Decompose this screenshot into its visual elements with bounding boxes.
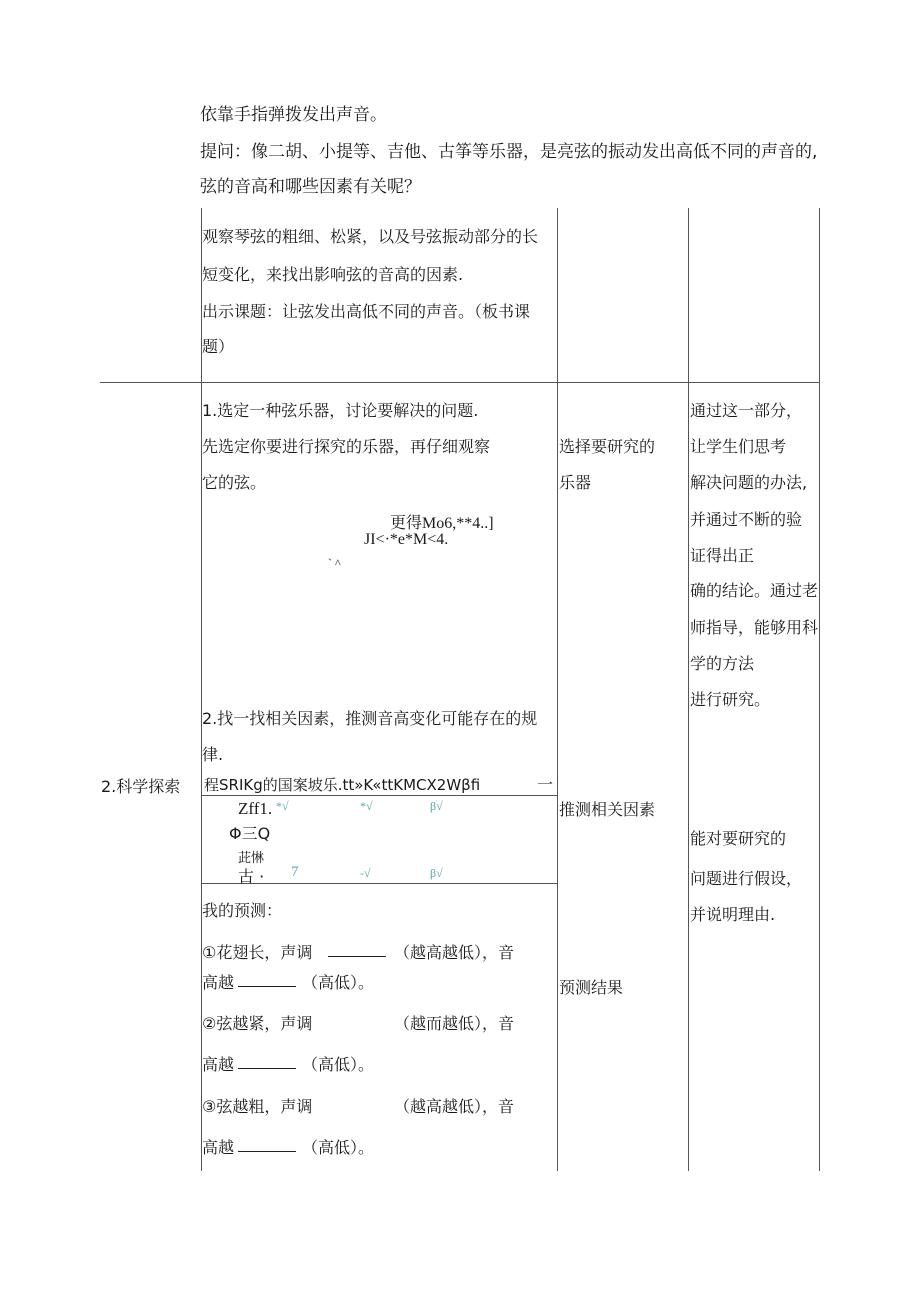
prediction-1-start: ①花翅长，声调 <box>202 943 313 962</box>
prediction-1-pitch-end: （高低）。 <box>302 973 375 992</box>
intent-line-8: 学的方法 <box>690 654 755 673</box>
top-cell-line-1: 观察琴弦的粗细、松紧，以及号弦振动部分的长 <box>202 227 539 246</box>
activity-1-line-2: 乐器 <box>559 473 592 492</box>
step2-line-2: 律. <box>202 745 224 764</box>
activity-3: 预测结果 <box>559 978 624 997</box>
activity-2: 推测相关因素 <box>559 800 656 819</box>
intent-2-line-1: 能对要研究的 <box>690 829 787 848</box>
intro-line-2: 提问：像二胡、小提等、吉他、古筝等乐器，是亮弦的振动发出高低不同的声音的, <box>200 142 818 162</box>
inner-table-row4-cell1: 7 <box>291 864 299 880</box>
prediction-2-start: ②弦越紧，声调 <box>202 1014 313 1033</box>
step1-garbled-2: JI<·*e*M<4. <box>364 531 449 548</box>
prediction-3-pitch-end: （高低）。 <box>302 1138 375 1157</box>
table-row-divider <box>100 382 820 383</box>
inner-table-header: 程SRIKg的国案坡乐.tt»K«ttKMCX2Wβfi <box>204 776 481 794</box>
prediction-1-end: （越高越低），音 <box>394 943 515 962</box>
intent-line-9: 进行研究。 <box>690 690 771 709</box>
prediction-1-blank-tone[interactable] <box>328 942 386 957</box>
intent-2-line-2: 问题进行假设， <box>690 869 803 888</box>
prediction-2-end: （越而越低），音 <box>394 1014 515 1033</box>
section-label: 2.科学探索 <box>101 777 181 796</box>
prediction-title: 我的预测： <box>202 901 283 920</box>
table-border-mid1 <box>557 208 558 1171</box>
inner-table-row4-cell2: -√ <box>360 866 371 880</box>
step1-line-1: 1.选定一种弦乐器，讨论要解决的问题. <box>202 401 479 420</box>
prediction-3-start: ③弦越粗，声调 <box>202 1097 313 1116</box>
inner-table-top-line <box>201 795 557 796</box>
intent-line-7: 师指导，能够用科 <box>690 618 819 637</box>
inner-table-row1-cell2: *√ <box>360 799 373 813</box>
prediction-3-pitch-label: 高越 <box>202 1138 235 1157</box>
intent-line-4: 并通过不断的验 <box>690 510 803 529</box>
prediction-2-pitch-label: 高越 <box>202 1055 235 1074</box>
top-cell-line-4: 题） <box>202 337 235 356</box>
intro-line-1: 依靠手指弹拨发出声音。 <box>200 105 387 125</box>
step1-line-3: 它的弦。 <box>202 473 267 492</box>
inner-table-row4-cell3: β√ <box>430 866 443 880</box>
intent-line-1: 通过这一部分， <box>690 401 803 420</box>
intent-line-3: 解决问题的办法, <box>690 473 808 492</box>
top-cell-line-2: 短变化，来找出影响弦的音高的因素. <box>202 265 464 284</box>
inner-table-row4-label: 古 · <box>238 867 265 886</box>
prediction-2-blank-pitch[interactable] <box>238 1054 296 1069</box>
prediction-2-pitch-end: （高低）。 <box>302 1055 375 1074</box>
inner-table-row2-label: Φ三Q <box>229 824 271 843</box>
prediction-1-blank-pitch[interactable] <box>238 972 296 987</box>
prediction-3-end: （越高越低），音 <box>394 1097 515 1116</box>
table-border-right <box>819 208 820 1171</box>
step1-garbled-3: ` ^ <box>328 556 341 570</box>
intent-line-6: 确的结论。通过老 <box>690 581 819 600</box>
step2-line-1: 2.找一找相关因素，推测音高变化可能存在的规 <box>202 709 538 728</box>
activity-1-line-1: 选择要研究的 <box>559 437 656 456</box>
inner-table-row1-cell3: β√ <box>430 799 443 813</box>
prediction-3-blank-pitch[interactable] <box>238 1137 296 1152</box>
prediction-1-pitch-label: 高越 <box>202 973 235 992</box>
table-border-mid2 <box>688 208 689 1171</box>
inner-table-row3-label: 茈惏 <box>238 851 265 866</box>
top-cell-line-3: 出示课题：让弦发出高低不同的声音。（板书课 <box>202 302 531 321</box>
inner-table-row1-cell1: *√ <box>276 799 289 813</box>
inner-table-row1-label: Zff1. <box>238 799 273 818</box>
intent-line-5: 证得出正 <box>690 546 755 565</box>
inner-table-header-dash: 一 <box>537 775 554 794</box>
intent-line-2: 让学生们思考 <box>690 437 787 456</box>
intent-2-line-3: 并说明理由. <box>690 905 776 924</box>
intro-line-3: 弦的音高和哪些因素有关呢？ <box>200 177 421 197</box>
step1-garbled-1: 更得Mo6,**4..] <box>390 515 494 532</box>
step1-line-2: 先选定你要进行探究的乐器，再仔细观察 <box>202 437 491 456</box>
